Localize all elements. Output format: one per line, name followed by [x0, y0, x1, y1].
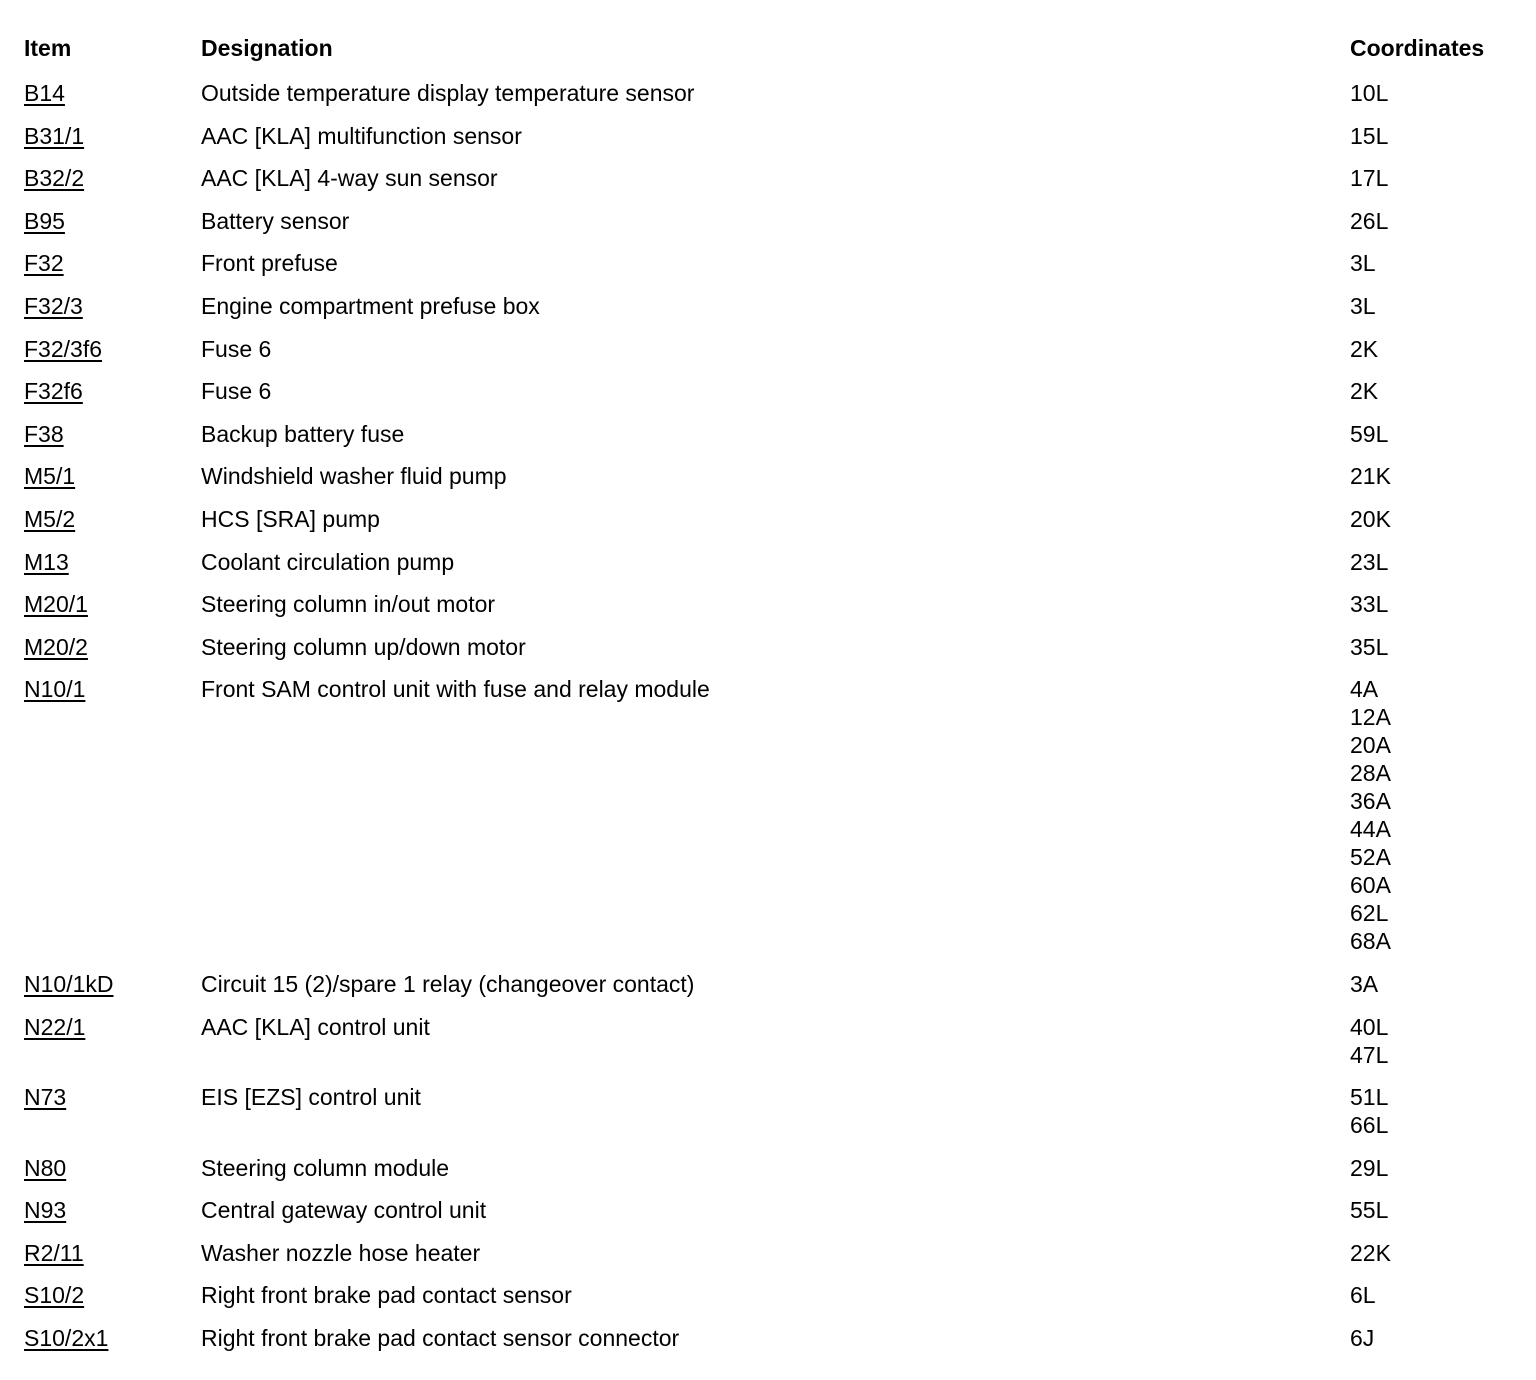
- coordinate-value: 6L: [1350, 1282, 1376, 1309]
- coordinate-value: 55L: [1350, 1197, 1389, 1224]
- coordinate-value: 59L: [1350, 420, 1389, 447]
- table-row: [24, 1317, 1514, 1360]
- item-cell: [24, 207, 201, 235]
- designation-cell: EIS [EZS] control unit: [201, 1084, 421, 1111]
- coordinate-value: 62L: [1350, 900, 1389, 927]
- item-cell: [24, 249, 201, 277]
- item-link[interactable]: N22/1: [24, 1013, 86, 1040]
- coordinate-value: 28A: [1350, 760, 1391, 787]
- item-link[interactable]: B32/2: [24, 165, 85, 192]
- coordinates-cell: [1350, 1324, 1514, 1352]
- coordinates-cell: [1350, 548, 1514, 576]
- coordinate-value: 6J: [1350, 1325, 1375, 1352]
- coordinates-cell: [1350, 675, 1514, 955]
- coordinate-value: 10L: [1350, 80, 1389, 106]
- table-row: [24, 328, 1514, 371]
- item-link[interactable]: N93: [24, 1197, 67, 1224]
- item-link[interactable]: F32f6: [24, 378, 83, 405]
- coordinate-value: 36A: [1350, 788, 1391, 815]
- item-link[interactable]: B31/1: [24, 122, 85, 149]
- coordinates-cell: [1350, 1239, 1514, 1267]
- item-link[interactable]: M20/1: [24, 591, 88, 618]
- coordinates-cell: [1350, 164, 1514, 192]
- table-row: [24, 498, 1514, 541]
- coordinate-value: 23L: [1350, 548, 1389, 575]
- table-header-row: [24, 30, 1514, 72]
- item-cell: [24, 1324, 201, 1352]
- coordinate-value: 4A: [1350, 676, 1379, 703]
- coordinates-cell: [1350, 1196, 1514, 1224]
- coordinate-value: 20K: [1350, 505, 1391, 532]
- coordinates-cell: [1350, 590, 1514, 618]
- item-cell: [24, 505, 201, 533]
- item-link[interactable]: M20/2: [24, 633, 88, 660]
- table-row: [24, 455, 1514, 498]
- table-row: [24, 72, 1514, 115]
- item-link[interactable]: R2/11: [24, 1239, 84, 1266]
- item-cell: [24, 590, 201, 618]
- designation-cell: Front prefuse: [201, 250, 338, 277]
- designation-cell: Backup battery fuse: [201, 420, 405, 447]
- designation-cell: Circuit 15 (2)/spare 1 relay (changeover contact): [201, 970, 695, 997]
- coordinate-value: 12A: [1350, 704, 1391, 731]
- coordinates-cell: [1350, 505, 1514, 533]
- item-link[interactable]: B14: [24, 80, 65, 106]
- coordinate-value: 47L: [1350, 1041, 1389, 1068]
- table-row: [24, 963, 1514, 1006]
- item-link[interactable]: F32: [24, 250, 64, 277]
- designation-cell: Steering column up/down motor: [201, 633, 526, 660]
- coordinate-value: 15L: [1350, 122, 1389, 149]
- designation-cell: Right front brake pad contact sensor: [201, 1282, 572, 1309]
- designation-cell: Steering column in/out motor: [201, 591, 496, 618]
- coordinate-value: 3A: [1350, 970, 1379, 997]
- table-row: [24, 1147, 1514, 1190]
- component-legend-table: [24, 30, 1514, 1360]
- coordinates-cell: [1350, 633, 1514, 661]
- coordinate-value: 3L: [1350, 250, 1376, 277]
- coordinates-cell: [1350, 1281, 1514, 1309]
- coordinates-cell: [1350, 1083, 1514, 1139]
- item-cell: [24, 462, 201, 490]
- item-cell: [24, 164, 201, 192]
- item-link[interactable]: M13: [24, 548, 69, 575]
- header-designation: Designation: [201, 35, 333, 61]
- designation-cell: Washer nozzle hose heater: [201, 1239, 481, 1266]
- item-cell: [24, 1013, 201, 1041]
- designation-cell: Windshield washer fluid pump: [201, 463, 507, 490]
- designation-cell: AAC [KLA] multifunction sensor: [201, 122, 522, 149]
- item-link[interactable]: N73: [24, 1084, 67, 1111]
- coordinate-value: 52A: [1350, 844, 1391, 871]
- coordinate-value: 3L: [1350, 292, 1376, 319]
- coordinates-cell: [1350, 122, 1514, 150]
- coordinates-cell: [1350, 1013, 1514, 1069]
- item-link[interactable]: M5/1: [24, 463, 76, 490]
- item-link[interactable]: M5/2: [24, 505, 76, 532]
- table-row: [24, 242, 1514, 285]
- designation-cell: Fuse 6: [201, 378, 272, 405]
- coordinates-cell: [1350, 335, 1514, 363]
- coordinate-value: 44A: [1350, 816, 1391, 843]
- item-cell: [24, 675, 201, 703]
- table-row: [24, 1232, 1514, 1275]
- coordinate-value: 17L: [1350, 165, 1389, 192]
- table-row: [24, 668, 1514, 963]
- item-link[interactable]: N10/1kD: [24, 970, 114, 997]
- item-cell: [24, 1083, 201, 1111]
- table-row: [24, 1189, 1514, 1232]
- designation-cell: AAC [KLA] 4-way sun sensor: [201, 165, 498, 192]
- item-cell: [24, 1196, 201, 1224]
- coordinate-value: 21K: [1350, 463, 1391, 490]
- coordinate-value: 26L: [1350, 207, 1389, 234]
- coordinates-cell: [1350, 292, 1514, 320]
- table-row: [24, 541, 1514, 584]
- header-coordinates: Coordinates: [1350, 35, 1485, 61]
- item-link[interactable]: F32/3f6: [24, 335, 102, 362]
- coordinate-value: 68A: [1350, 928, 1391, 955]
- item-link[interactable]: N10/1: [24, 676, 86, 703]
- item-cell: [24, 1154, 201, 1182]
- item-cell: [24, 377, 201, 405]
- designation-cell: Outside temperature display temperature sensor: [201, 80, 695, 106]
- item-cell: [24, 970, 201, 998]
- coordinates-cell: [1350, 249, 1514, 277]
- item-link[interactable]: F38: [24, 420, 64, 447]
- item-link[interactable]: S10/2x1: [24, 1325, 109, 1352]
- coordinate-value: 66L: [1350, 1112, 1389, 1139]
- item-cell: [24, 292, 201, 320]
- table-row: [24, 583, 1514, 626]
- designation-cell: Engine compartment prefuse box: [201, 292, 540, 319]
- coordinates-cell: [1350, 1154, 1514, 1182]
- item-cell: [24, 79, 201, 107]
- table-row: [24, 285, 1514, 328]
- header-item: Item: [24, 35, 72, 61]
- coordinate-value: 60A: [1350, 872, 1391, 899]
- item-link[interactable]: S10/2: [24, 1282, 85, 1309]
- item-cell: [24, 335, 201, 363]
- coordinate-value: 29L: [1350, 1154, 1389, 1181]
- coordinates-cell: [1350, 420, 1514, 448]
- designation-cell: Fuse 6: [201, 335, 272, 362]
- designation-cell: Steering column module: [201, 1154, 450, 1181]
- coordinate-value: 35L: [1350, 633, 1389, 660]
- coordinates-cell: [1350, 377, 1514, 405]
- designation-cell: Coolant circulation pump: [201, 548, 455, 575]
- coordinates-cell: [1350, 79, 1514, 107]
- item-cell: [24, 548, 201, 576]
- coordinate-value: 33L: [1350, 591, 1389, 618]
- designation-cell: Front SAM control unit with fuse and relay module: [201, 676, 710, 703]
- item-cell: [24, 420, 201, 448]
- designation-cell: HCS [SRA] pump: [201, 505, 380, 532]
- table-row: [24, 1274, 1514, 1317]
- table-row: [24, 1076, 1514, 1147]
- table-row: [24, 115, 1514, 158]
- coordinate-value: 2K: [1350, 378, 1379, 405]
- coordinates-cell: [1350, 207, 1514, 235]
- table-row: [24, 413, 1514, 456]
- designation-cell: Battery sensor: [201, 207, 350, 234]
- designation-cell: Central gateway control unit: [201, 1197, 487, 1224]
- table-body: [24, 72, 1514, 1360]
- table-row: [24, 1006, 1514, 1077]
- item-link[interactable]: N80: [24, 1154, 67, 1181]
- item-cell: [24, 1281, 201, 1309]
- item-cell: [24, 1239, 201, 1267]
- item-link[interactable]: F32/3: [24, 292, 83, 319]
- table-row: [24, 157, 1514, 200]
- designation-cell: Right front brake pad contact sensor connector: [201, 1325, 680, 1352]
- coordinates-cell: [1350, 970, 1514, 998]
- coordinates-cell: [1350, 462, 1514, 490]
- designation-cell: AAC [KLA] control unit: [201, 1013, 430, 1040]
- coordinate-value: 20A: [1350, 732, 1391, 759]
- item-link[interactable]: B95: [24, 207, 65, 234]
- item-cell: [24, 122, 201, 150]
- coordinate-value: 51L: [1350, 1084, 1389, 1111]
- item-cell: [24, 633, 201, 661]
- coordinate-value: 2K: [1350, 335, 1379, 362]
- coordinate-value: 22K: [1350, 1239, 1391, 1266]
- coordinate-value: 40L: [1350, 1013, 1389, 1040]
- table-row: [24, 626, 1514, 669]
- table-row: [24, 370, 1514, 413]
- table-row: [24, 200, 1514, 243]
